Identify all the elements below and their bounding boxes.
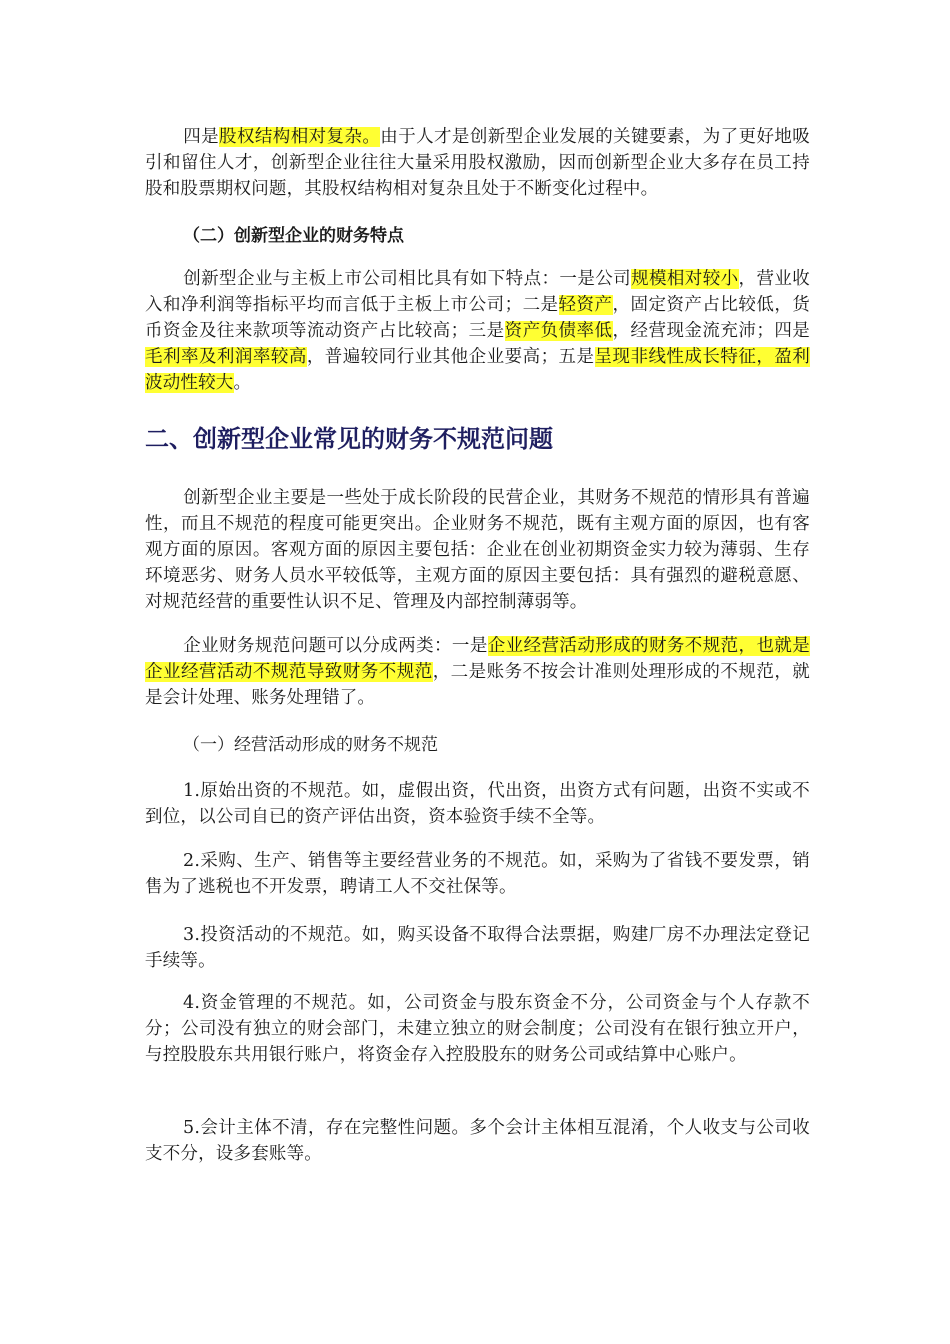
highlight-text: 轻资产	[558, 295, 613, 315]
list-item: 1.原始出资的不规范。如，虚假出资，代出资，出资方式有问题，出资不实或不到位，以公司自已的资产评估出资，资本验资手续不全等。	[145, 781, 810, 827]
list-item: 2.采购、生产、销售等主要经营业务的不规范。如，采购为了省钱不要发票，销售为了逃税也不开发票，聘请工人不交社保等。	[145, 851, 810, 897]
list-item: 5.会计主体不清，存在完整性问题。多个会计主体相互混淆，个人收支与公司收支不分，设多套账等。	[145, 1118, 810, 1164]
paragraph-financial-features: 创新型企业与主板上市公司相比具有如下特点：一是公司规模相对较小，营业收入和净利润等指标平均而言低于主板上市公司；二是轻资产，固定资产占比较低，货币资金及往来款项等流动资产占比较高；三是资产负债率低，经营现金流充沛；四是毛利率及利润率较高，普遍较同行业其他企业要高；五是呈现非线性成长特征，盈利波动性较大。	[145, 269, 811, 393]
highlight-text: 资产负债率低	[504, 321, 613, 341]
section-heading: 二、创新型企业常见的财务不规范问题	[145, 425, 553, 453]
highlight-text: 规模相对较小	[631, 269, 739, 289]
subheading-financial-features: （二）创新型企业的财务特点	[183, 226, 404, 246]
highlight-text: 股权结构相对复杂。	[219, 127, 381, 147]
highlight-text: 企业经营活动形成的财务不规范，也就是企业经营活动不规范导致财务不规范	[145, 636, 810, 682]
paragraph-causes: 创新型企业主要是一些处于成长阶段的民营企业，其财务不规范的情形具有普遍性，而且不规范的程度可能更突出。企业财务不规范，既有主观方面的原因，也有客观方面的原因。客观方面的原因主要包括：企业在创业初期资金实力较为薄弱、生存环境恶劣、财务人员水平较低等，主观方面的原因主要包括：具有强烈的避税意愿、对规范经营的重要性认识不足、管理及内部控制薄弱等。	[145, 488, 810, 612]
subheading-operating-activities: （一）经营活动形成的财务不规范	[183, 735, 438, 755]
list-item: 3.投资活动的不规范。如，购买设备不取得合法票据，购建厂房不办理法定登记手续等。	[145, 925, 810, 971]
paragraph-two-types: 企业财务规范问题可以分成两类：一是企业经营活动形成的财务不规范，也就是企业经营活动不规范导致财务不规范，二是账务不按会计准则处理形成的不规范，就是会计处理、账务处理错了。	[145, 636, 810, 708]
highlight-text: 毛利率及利润率较高	[145, 347, 307, 367]
highlight-text: 呈现非线性成长特征，盈利波动性较大	[145, 347, 810, 393]
list-item: 4.资金管理的不规范。如，公司资金与股东资金不分，公司资金与个人存款不分；公司没有独立的财会部门，未建立独立的财会制度；公司没有在银行独立开户，与控股股东共用银行账户，将资金存入控股股东的财务公司或结算中心账户。	[145, 993, 810, 1065]
paragraph-equity-structure: 四是股权结构相对复杂。由于人才是创新型企业发展的关键要素，为了更好地吸引和留住人才，创新型企业往往大量采用股权激励，因而创新型企业大多存在员工持股和股票期权问题，其股权结构相对复杂且处于不断变化过程中。	[145, 127, 810, 199]
